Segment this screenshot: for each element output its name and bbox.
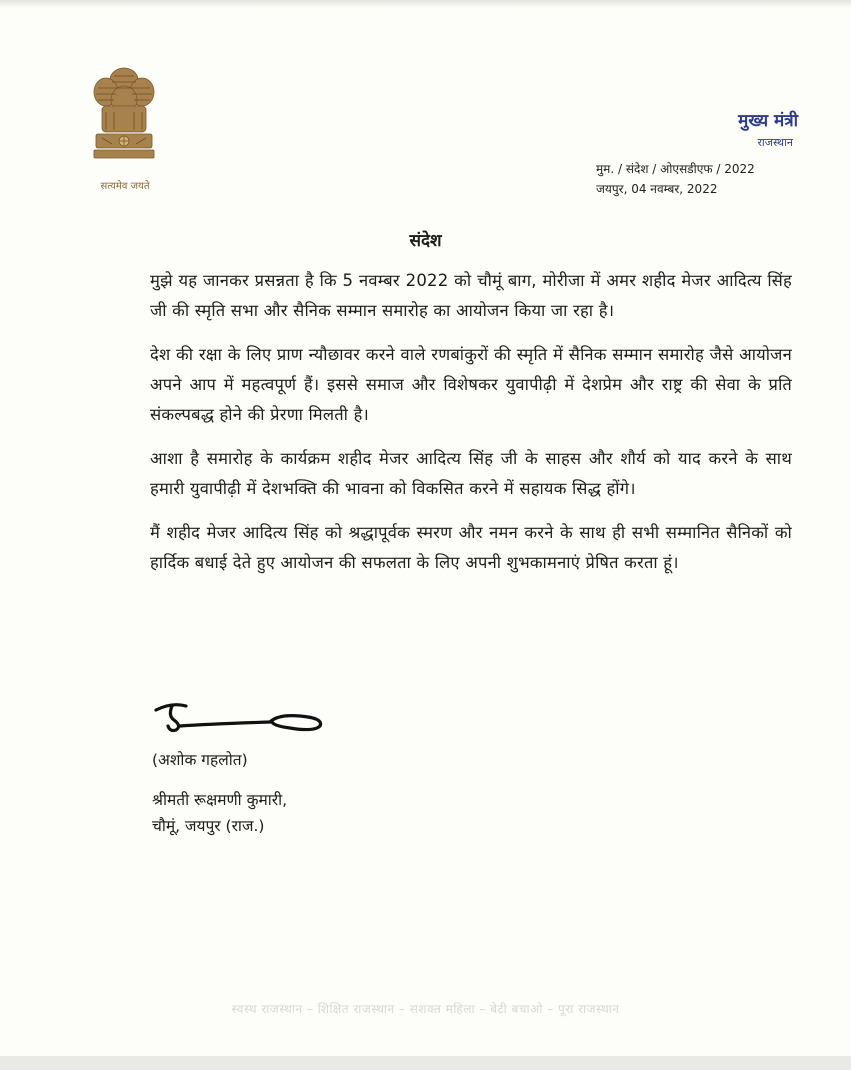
paragraph-3: आशा है समारोह के कार्यक्रम शहीद मेजर आदित्य सिंह जी के साहस और शौर्य को याद करने के साथ हमारी युवापीढ़ी में देशभक्ति की भावना को विकसित करने में सहायक सिद्ध होंगे। xyxy=(150,449,792,498)
page-bottom-edge xyxy=(0,1056,851,1070)
reference-number: मुम. / संदेश / ओएसडीएफ / 2022 xyxy=(596,162,755,176)
emblem-motto: सत्यमेव जयते xyxy=(100,181,150,192)
recipient-name: श्रीमती रूक्षमणी कुमारी, xyxy=(152,791,288,809)
handwritten-signature-icon xyxy=(150,696,330,736)
recipient-address: चौमूं, जयपुर (राज.) xyxy=(152,817,265,835)
page-top-edge xyxy=(0,0,851,8)
letter-subject: संदेश xyxy=(409,231,442,251)
national-emblem-icon xyxy=(88,62,160,174)
office-state: राजस्थान xyxy=(757,136,793,149)
office-title: मुख्य मंत्री xyxy=(738,111,798,131)
signer-name: (अशोक गहलोत) xyxy=(152,751,248,769)
paragraph-1: मुझे यह जानकर प्रसन्नता है कि 5 नवम्बर 2022 को चौमूं बाग, मोरीजा में अमर शहीद मेजर आदित्य सिंह जी की स्मृति सभा और सैनिक सम्मान समारोह का आयोजन किया जा रहा है। xyxy=(150,271,792,320)
letter-body xyxy=(150,266,792,592)
paragraph-4: मैं शहीद मेजर आदित्य सिंह को श्रद्धापूर्वक स्मरण और नमन करने के साथ ही सभी सम्मानित सैनिकों को हार्दिक बधाई देते हुए आयोजन की सफलता के लिए अपनी शुभकामनाएं प्रेषित करता हूं। xyxy=(150,523,792,572)
letter-date: जयपुर, 04 नवम्बर, 2022 xyxy=(596,182,718,196)
footer-motto: स्वस्थ राजस्थान – शिक्षित राजस्थान – सशक्त महिला – बेटी बचाओ – पूरा राजस्थान xyxy=(231,1002,620,1016)
paragraph-2: देश की रक्षा के लिए प्राण न्यौछावर करने वाले रणबांकुरों की स्मृति में सैनिक सम्मान समारोह जैसे आयोजन अपने आप में महत्वपूर्ण हैं। इससे समाज और विशेषकर युवापीढ़ी में देशप्रेम और राष्ट्र की सेवा के प्रति संकल्पबद्ध होने की प्रेरणा मिलती है। xyxy=(150,345,792,424)
